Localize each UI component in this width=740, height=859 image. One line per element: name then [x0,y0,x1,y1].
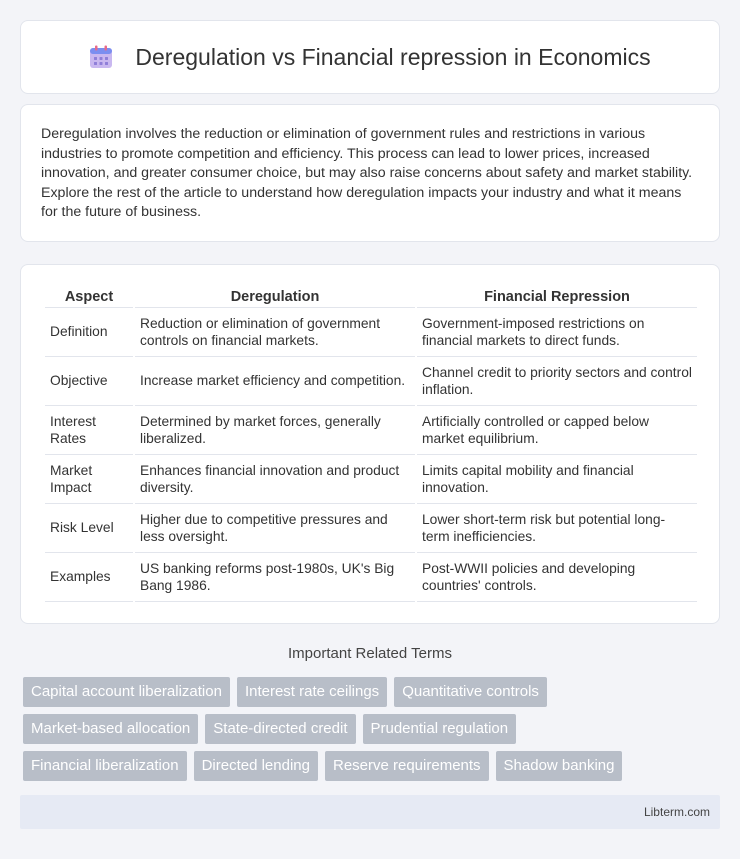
deregulation-cell: Enhances financial innovation and product diversity. [135,455,415,504]
tag-shadow-banking[interactable]: Shadow banking [496,751,623,781]
header-financial-repression: Financial Repression [417,285,697,308]
deregulation-cell: Increase market efficiency and competition. [135,357,415,406]
tag-quantitative-controls[interactable]: Quantitative controls [394,677,547,707]
related-terms [23,677,723,788]
table-row [45,553,697,602]
table-header-row [45,285,697,308]
tag-reserve-requirements[interactable]: Reserve requirements [325,751,489,781]
aspect-cell: Examples [45,553,133,602]
deregulation-cell: US banking reforms post-1980s, UK's Big Bang 1986. [135,553,415,602]
table-row [45,455,697,504]
aspect-cell: Market Impact [45,455,133,504]
deregulation-cell: Higher due to competitive pressures and less oversight. [135,504,415,553]
page-title: Deregulation vs Financial repression in Economics [135,43,651,70]
aspect-cell: Definition [45,308,133,357]
header-deregulation: Deregulation [135,285,415,308]
aspect-cell: Risk Level [45,504,133,553]
aspect-cell: Interest Rates [45,406,133,455]
footer [20,795,720,829]
deregulation-cell: Reduction or elimination of government controls on financial markets. [135,308,415,357]
calendar-icon [89,45,113,69]
tag-row [23,751,723,781]
tag-financial-liberalization[interactable]: Financial liberalization [23,751,187,781]
financial-repression-cell: Limits capital mobility and financial innovation. [417,455,697,504]
tag-row [23,714,723,744]
aspect-cell: Objective [45,357,133,406]
table-row [45,357,697,406]
tag-capital-account-liberalization[interactable]: Capital account liberalization [23,677,230,707]
tag-interest-rate-ceilings[interactable]: Interest rate ceilings [237,677,387,707]
financial-repression-cell: Channel credit to priority sectors and control inflation. [417,357,697,406]
comparison-card [20,264,720,624]
table-row [45,504,697,553]
header-aspect: Aspect [45,285,133,308]
tag-row [23,677,723,707]
footer-brand[interactable]: Libterm.com [643,805,710,819]
comparison-table [43,285,699,602]
financial-repression-cell: Artificially controlled or capped below market equilibrium. [417,406,697,455]
related-terms-title: Important Related Terms [288,645,452,662]
financial-repression-cell: Government-imposed restrictions on financial markets to direct funds. [417,308,697,357]
title-card [20,20,720,94]
intro-text: Deregulation involves the reduction or elimination of government rules and restrictions in various industries to promote competition and efficiency. This process can lead to lower prices, increased innovation, and greater consumer choice, but may also raise concerns about safety and market stability. Explore the rest of the article to understand how deregulation impacts your industry and what it means for the future of business. [41,126,693,220]
tag-market-based-allocation[interactable]: Market-based allocation [23,714,198,744]
intro-card [20,104,720,242]
table-row [45,308,697,357]
tag-state-directed-credit[interactable]: State-directed credit [205,714,355,744]
deregulation-cell: Determined by market forces, generally liberalized. [135,406,415,455]
financial-repression-cell: Lower short-term risk but potential long-term inefficiencies. [417,504,697,553]
financial-repression-cell: Post-WWII policies and developing countries' controls. [417,553,697,602]
tag-prudential-regulation[interactable]: Prudential regulation [363,714,517,744]
tag-directed-lending[interactable]: Directed lending [194,751,318,781]
table-row [45,406,697,455]
